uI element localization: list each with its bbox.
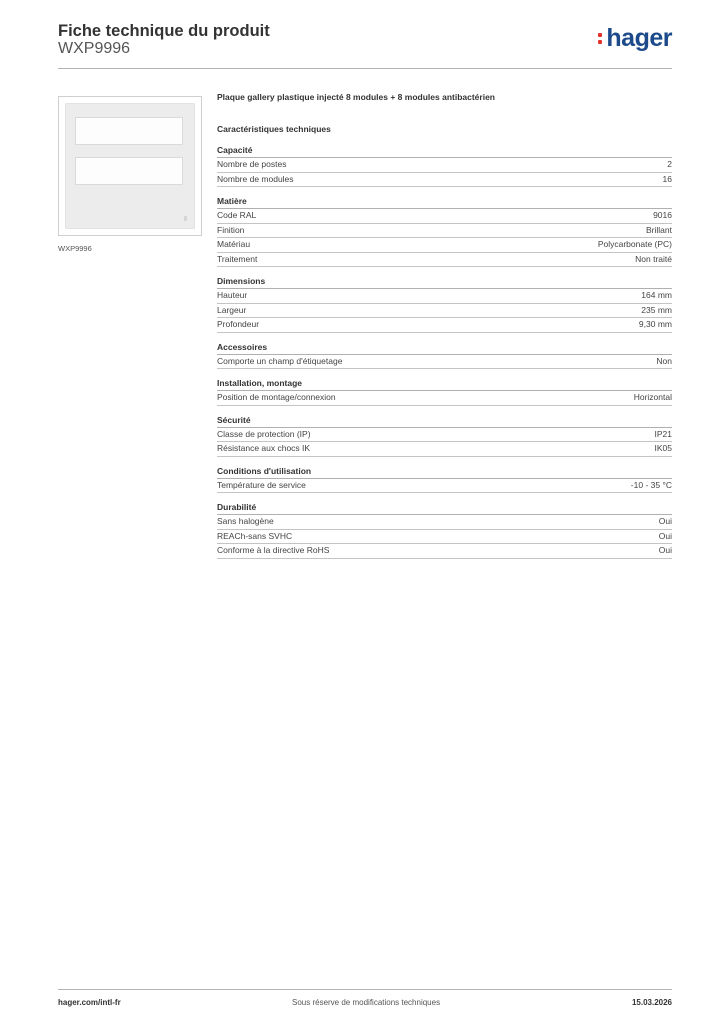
spec-value: IP21 (654, 428, 672, 439)
plate-illustration (65, 103, 195, 229)
plate-slot-bottom (75, 157, 183, 185)
spec-value: 164 mm (641, 290, 672, 300)
spec-sections (217, 144, 672, 559)
spec-value: Non (656, 355, 672, 366)
product-image (58, 96, 202, 236)
section-title: Capacité (217, 144, 672, 158)
product-image-caption: WXP9996 (58, 244, 92, 253)
spec-row (217, 530, 672, 545)
spec-value: Horizontal (633, 392, 672, 402)
spec-row (217, 158, 672, 173)
spec-value: 235 mm (641, 304, 672, 315)
hager-logo (598, 24, 672, 53)
spec-label: Traitement (217, 253, 258, 264)
spec-row (217, 173, 672, 188)
spec-value: Oui (658, 516, 672, 526)
spec-label: Conforme à la directive RoHS (217, 545, 330, 555)
section-title: Durabilité (217, 501, 672, 515)
spec-label: Classe de protection (IP) (217, 428, 311, 439)
spec-label: Hauteur (217, 290, 248, 300)
spec-row (217, 289, 672, 304)
spec-section (217, 377, 672, 406)
spec-label: REACh-sans SVHC (217, 530, 293, 541)
footer-date: 15.03.2026 (631, 998, 672, 1007)
product-reference: WXP9996 (58, 40, 131, 57)
spec-label: Finition (217, 224, 245, 235)
spec-label: Sans halogène (217, 516, 274, 526)
section-title: Dimensions (217, 275, 672, 289)
spec-row (217, 442, 672, 457)
spec-row (217, 209, 672, 224)
spec-value: Non traité (635, 253, 672, 264)
product-description: Plaque gallery plastique injecté 8 modules + 8 modules antibactérien (217, 92, 495, 102)
logo-dots-icon (598, 29, 604, 47)
section-title: Installation, montage (217, 377, 672, 391)
spec-section (217, 144, 672, 187)
spec-section (217, 275, 672, 333)
spec-label: Profondeur (217, 319, 260, 329)
document-title: Fiche technique du produit (58, 22, 270, 40)
section-title: Accessoires (217, 341, 672, 355)
section-title: Matière (217, 195, 672, 209)
spec-label: Code RAL (217, 210, 257, 220)
spec-row (217, 428, 672, 443)
spec-value: 9,30 mm (638, 319, 672, 329)
spec-value: IK05 (654, 443, 672, 453)
section-title: Sécurité (217, 414, 672, 428)
spec-row (217, 253, 672, 268)
footer-divider (58, 989, 672, 990)
footer-notice: Sous réserve de modifications techniques (292, 998, 441, 1007)
spec-row (217, 515, 672, 530)
spec-label: Résistance aux chocs IK (217, 443, 311, 453)
spec-value: 16 (662, 173, 672, 184)
spec-value: 2 (667, 159, 672, 169)
spec-content (217, 90, 672, 559)
footer-website: hager.com/intl-fr (58, 998, 121, 1007)
spec-row (217, 544, 672, 559)
spec-section (217, 414, 672, 457)
spec-section (217, 465, 672, 494)
spec-label: Nombre de modules (217, 173, 294, 184)
spec-label: Nombre de postes (217, 159, 287, 169)
spec-heading: Caractéristiques techniques (217, 124, 331, 134)
spec-label: Température de service (217, 479, 306, 490)
spec-section (217, 501, 672, 559)
page-header (58, 20, 672, 68)
spec-label: Matériau (217, 239, 251, 249)
spec-row (217, 391, 672, 406)
spec-row (217, 479, 672, 494)
spec-section (217, 341, 672, 370)
plate-slot-top (75, 117, 183, 145)
spec-value: Oui (658, 545, 672, 555)
spec-value: Brillant (646, 224, 672, 235)
spec-value: -10 - 35 °C (630, 479, 672, 490)
spec-section (217, 195, 672, 267)
spec-label: Comporte un champ d'étiquetage (217, 355, 343, 366)
plate-mark (184, 216, 187, 221)
header-divider (58, 68, 672, 69)
spec-value: Oui (658, 530, 672, 541)
spec-value: Polycarbonate (PC) (597, 239, 672, 249)
spec-label: Largeur (217, 304, 247, 315)
spec-row (217, 224, 672, 239)
spec-row (217, 238, 672, 253)
section-title: Conditions d'utilisation (217, 465, 672, 479)
logo-text: hager (606, 24, 672, 52)
spec-label: Position de montage/connexion (217, 392, 336, 402)
spec-row (217, 318, 672, 333)
spec-row (217, 355, 672, 370)
spec-value: 9016 (653, 210, 672, 220)
spec-row (217, 304, 672, 319)
